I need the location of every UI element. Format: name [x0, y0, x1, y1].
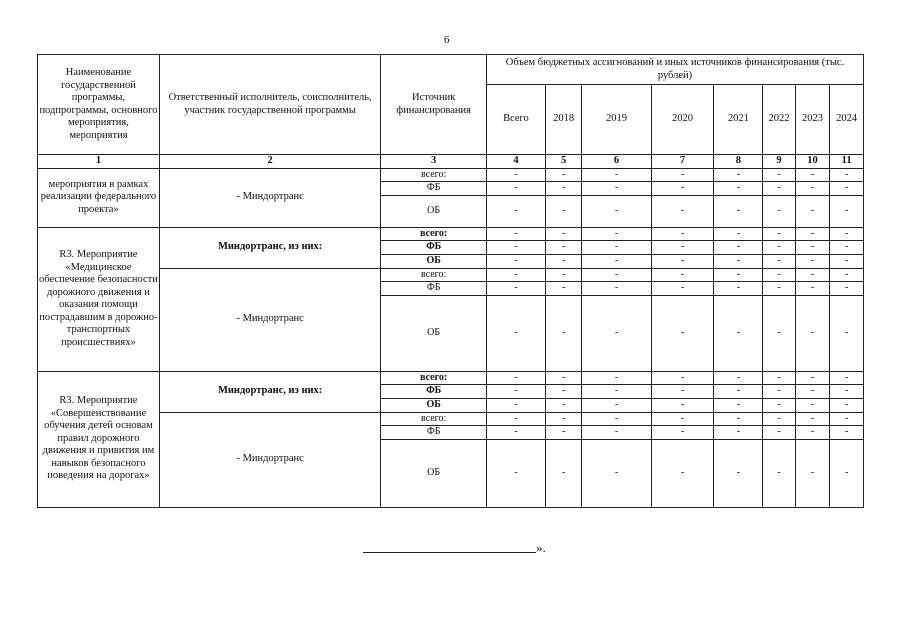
- amount-cell: -: [582, 254, 651, 268]
- amount-cell: -: [795, 371, 830, 385]
- amount-cell: -: [486, 371, 545, 385]
- activity-name: R3. Мероприятие «Совершенствование обучения детей основам правил дорожного движения и привития им навыков безопасного поведения на дорогах»: [38, 371, 160, 507]
- amount-cell: -: [582, 227, 651, 241]
- amount-cell: -: [486, 398, 545, 412]
- amount-cell: -: [830, 371, 864, 385]
- column-number: 1: [38, 155, 160, 169]
- amount-cell: -: [795, 182, 830, 196]
- amount-cell: -: [795, 295, 830, 371]
- amount-cell: -: [763, 227, 796, 241]
- amount-cell: -: [545, 295, 582, 371]
- amount-cell: -: [545, 182, 582, 196]
- amount-cell: -: [545, 227, 582, 241]
- amount-cell: -: [651, 241, 714, 255]
- amount-cell: -: [795, 282, 830, 296]
- header-year: 2023: [795, 85, 830, 155]
- amount-cell: -: [486, 385, 545, 399]
- amount-cell: -: [582, 398, 651, 412]
- executor-cell: Миндортранс, из них:: [159, 371, 380, 412]
- amount-cell: -: [486, 412, 545, 426]
- column-number: 9: [763, 155, 796, 169]
- amount-cell: -: [714, 182, 763, 196]
- amount-cell: -: [830, 412, 864, 426]
- amount-cell: -: [714, 426, 763, 440]
- column-number: 11: [830, 155, 864, 169]
- activity-name: мероприятия в рамках реализации федерального проекта»: [38, 168, 160, 227]
- amount-cell: -: [651, 182, 714, 196]
- footer-closing-mark: ».: [536, 540, 546, 555]
- amount-cell: -: [795, 268, 830, 282]
- executor-cell: - Миндортранс: [159, 168, 380, 227]
- funding-source: ФБ: [381, 426, 487, 440]
- amount-cell: -: [763, 385, 796, 399]
- header-year: 2020: [651, 85, 714, 155]
- amount-cell: -: [582, 371, 651, 385]
- amount-cell: -: [763, 295, 796, 371]
- amount-cell: -: [545, 412, 582, 426]
- amount-cell: -: [763, 439, 796, 507]
- amount-cell: -: [830, 398, 864, 412]
- amount-cell: -: [763, 282, 796, 296]
- amount-cell: -: [763, 182, 796, 196]
- amount-cell: -: [582, 385, 651, 399]
- funding-source: всего:: [381, 371, 487, 385]
- amount-cell: -: [763, 241, 796, 255]
- amount-cell: -: [486, 282, 545, 296]
- funding-source: всего:: [381, 412, 487, 426]
- amount-cell: -: [545, 282, 582, 296]
- amount-cell: -: [651, 168, 714, 182]
- amount-cell: -: [486, 426, 545, 440]
- amount-cell: -: [763, 371, 796, 385]
- amount-cell: -: [486, 195, 545, 227]
- amount-cell: -: [651, 412, 714, 426]
- amount-cell: -: [651, 439, 714, 507]
- amount-cell: -: [582, 439, 651, 507]
- table-row: [38, 227, 864, 241]
- amount-cell: -: [714, 398, 763, 412]
- amount-cell: -: [795, 439, 830, 507]
- funding-source: ОБ: [381, 295, 487, 371]
- amount-cell: -: [486, 182, 545, 196]
- amount-cell: -: [763, 168, 796, 182]
- column-number: 6: [582, 155, 651, 169]
- amount-cell: -: [714, 241, 763, 255]
- funding-source: ФБ: [381, 182, 487, 196]
- amount-cell: -: [763, 412, 796, 426]
- amount-cell: -: [795, 227, 830, 241]
- amount-cell: -: [486, 168, 545, 182]
- column-number: 7: [651, 155, 714, 169]
- amount-cell: -: [830, 385, 864, 399]
- amount-cell: -: [582, 195, 651, 227]
- amount-cell: -: [486, 268, 545, 282]
- funding-source: ОБ: [381, 254, 487, 268]
- amount-cell: -: [795, 168, 830, 182]
- header-executor: Ответственный исполнитель, соисполнитель, участник государственной программы: [159, 55, 380, 155]
- amount-cell: -: [830, 182, 864, 196]
- funding-source: всего:: [381, 168, 487, 182]
- funding-source: ОБ: [381, 398, 487, 412]
- amount-cell: -: [795, 254, 830, 268]
- amount-cell: -: [795, 398, 830, 412]
- amount-cell: -: [545, 254, 582, 268]
- column-number: 4: [486, 155, 545, 169]
- amount-cell: -: [714, 254, 763, 268]
- amount-cell: -: [830, 439, 864, 507]
- amount-cell: -: [545, 268, 582, 282]
- funding-source: ОБ: [381, 195, 487, 227]
- amount-cell: -: [545, 371, 582, 385]
- amount-cell: -: [486, 439, 545, 507]
- amount-cell: -: [651, 195, 714, 227]
- amount-cell: -: [582, 282, 651, 296]
- amount-cell: -: [830, 227, 864, 241]
- executor-cell: Миндортранс, из них:: [159, 227, 380, 268]
- amount-cell: -: [714, 295, 763, 371]
- amount-cell: -: [651, 254, 714, 268]
- amount-cell: -: [795, 426, 830, 440]
- amount-cell: -: [714, 268, 763, 282]
- amount-cell: -: [763, 195, 796, 227]
- amount-cell: -: [795, 195, 830, 227]
- amount-cell: -: [545, 385, 582, 399]
- amount-cell: -: [651, 295, 714, 371]
- amount-cell: -: [830, 426, 864, 440]
- amount-cell: -: [651, 268, 714, 282]
- header-year: 2021: [714, 85, 763, 155]
- amount-cell: -: [545, 195, 582, 227]
- amount-cell: -: [651, 426, 714, 440]
- funding-source: ФБ: [381, 241, 487, 255]
- header-volume: Объем бюджетных ассигнований и иных источников финансирования (тыс. рублей): [486, 55, 863, 85]
- amount-cell: -: [651, 398, 714, 412]
- amount-cell: -: [486, 241, 545, 255]
- table-row: [38, 371, 864, 385]
- amount-cell: -: [582, 168, 651, 182]
- budget-table: [37, 54, 864, 508]
- amount-cell: -: [830, 295, 864, 371]
- funding-source: ФБ: [381, 282, 487, 296]
- header-year: 2018: [545, 85, 582, 155]
- amount-cell: -: [651, 227, 714, 241]
- amount-cell: -: [714, 195, 763, 227]
- amount-cell: -: [830, 268, 864, 282]
- amount-cell: -: [545, 398, 582, 412]
- amount-cell: -: [651, 385, 714, 399]
- amount-cell: -: [651, 282, 714, 296]
- funding-source: всего:: [381, 268, 487, 282]
- header-total: Всего: [486, 85, 545, 155]
- amount-cell: -: [582, 182, 651, 196]
- amount-cell: -: [582, 412, 651, 426]
- amount-cell: -: [763, 398, 796, 412]
- header-year: 2024: [830, 85, 864, 155]
- amount-cell: -: [714, 385, 763, 399]
- amount-cell: -: [830, 254, 864, 268]
- header-source: Источник финансирования: [381, 55, 487, 155]
- amount-cell: -: [763, 426, 796, 440]
- table-body: [38, 168, 864, 507]
- funding-source: ОБ: [381, 439, 487, 507]
- amount-cell: -: [795, 412, 830, 426]
- amount-cell: -: [486, 254, 545, 268]
- amount-cell: -: [545, 439, 582, 507]
- amount-cell: -: [486, 295, 545, 371]
- amount-cell: -: [582, 241, 651, 255]
- amount-cell: -: [545, 241, 582, 255]
- amount-cell: -: [795, 241, 830, 255]
- page-number: 6: [444, 34, 450, 46]
- table-row: [38, 412, 864, 426]
- amount-cell: -: [714, 439, 763, 507]
- header-year: 2022: [763, 85, 796, 155]
- amount-cell: -: [763, 268, 796, 282]
- amount-cell: -: [486, 227, 545, 241]
- footer-signature-line: [363, 552, 536, 553]
- column-number: 5: [545, 155, 582, 169]
- amount-cell: -: [830, 241, 864, 255]
- header-name: Наименование государственной программы, подпрограммы, основного мероприятия, мероприятия: [38, 55, 160, 155]
- amount-cell: -: [830, 168, 864, 182]
- amount-cell: -: [795, 385, 830, 399]
- amount-cell: -: [830, 282, 864, 296]
- header-year: 2019: [582, 85, 651, 155]
- amount-cell: -: [714, 412, 763, 426]
- column-number: 2: [159, 155, 380, 169]
- amount-cell: -: [763, 254, 796, 268]
- amount-cell: -: [830, 195, 864, 227]
- amount-cell: -: [714, 371, 763, 385]
- amount-cell: -: [651, 371, 714, 385]
- executor-cell: - Миндортранс: [159, 268, 380, 371]
- amount-cell: -: [545, 168, 582, 182]
- amount-cell: -: [582, 268, 651, 282]
- column-number: 3: [381, 155, 487, 169]
- amount-cell: -: [714, 227, 763, 241]
- amount-cell: -: [714, 168, 763, 182]
- activity-name: R3. Мероприятие «Медицинское обеспечение безопасности дорожного движения и оказания помощи пострадавшим в дорожно-транспортных происшествиях»: [38, 227, 160, 371]
- amount-cell: -: [545, 426, 582, 440]
- funding-source: всего:: [381, 227, 487, 241]
- amount-cell: -: [582, 295, 651, 371]
- amount-cell: -: [714, 282, 763, 296]
- table-row: [38, 168, 864, 182]
- column-number: 10: [795, 155, 830, 169]
- funding-source: ФБ: [381, 385, 487, 399]
- column-number: 8: [714, 155, 763, 169]
- table-row: [38, 268, 864, 282]
- executor-cell: - Миндортранс: [159, 412, 380, 507]
- amount-cell: -: [582, 426, 651, 440]
